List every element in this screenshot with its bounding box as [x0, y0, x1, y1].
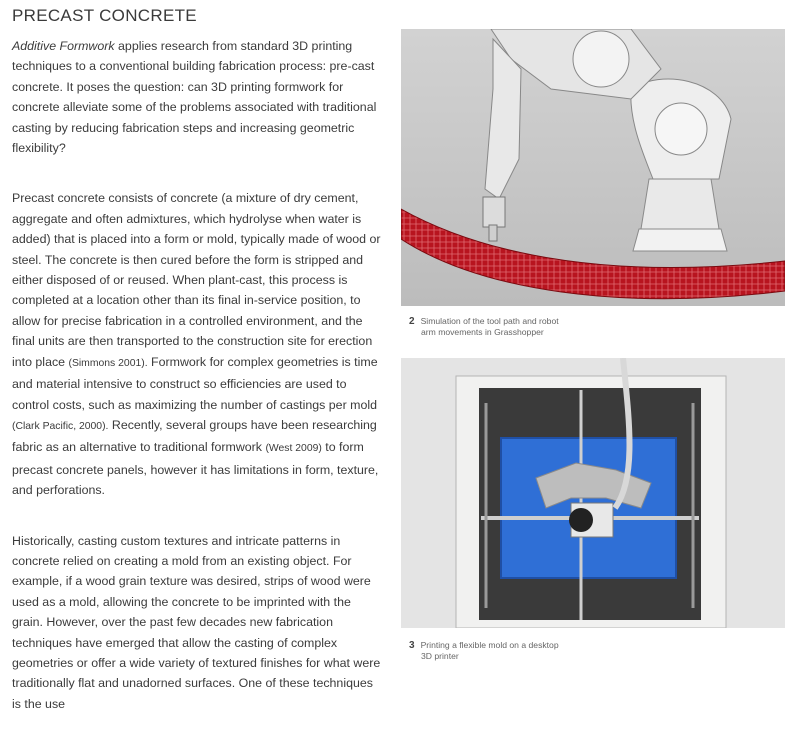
- paragraph-intro-text: applies research from standard 3D printing techniques to a conventional building fabrication process: pre-cast concrete. It poses the question: can 3D printing formwork for concrete alleviate some of the problems associated with traditional casting by reducing fabrication steps and increasing geometric flexibility?: [12, 39, 377, 156]
- figure-3d-printer: [401, 358, 785, 628]
- paragraph-precast: [12, 188, 384, 500]
- body-text-column: [12, 36, 384, 744]
- paragraph-precast-text-1: Precast concrete consists of concrete (a mixture of dry cement, aggregate and often admixtures, which hydrolyse when water is added) that is placed into a form or mold, typically made of wood or steel. The concrete is then cured before the form is stripped and either disposed of or reused. When plant-cast, this process is completed at a location other than its final in-service position, to allow for precise fabrication in a controlled environment, and the final units are then transported to the construction site for erection into place: [12, 191, 381, 369]
- figure-3-caption: [409, 640, 609, 662]
- paragraph-history: Historically, casting custom textures and intricate patterns in concrete relied on creating a mold from an existing object. For example, if a wood grain texture was desired, strips of wood were used as a mold, allowing the concrete to be imprinted with the grain. However, over the past few decades new fabrication techniques have emerged that allow the casting of complex geometries or offer a wide variety of textured finishes for what were traditionally flat and unadorned surfaces. One of these techniques is the use: [12, 533, 381, 711]
- figure-2-caption-line-1: Simulation of the tool path and robot: [420, 316, 559, 326]
- section-heading: PRECAST CONCRETE: [12, 6, 197, 25]
- robot-arm-render: [401, 29, 785, 306]
- citation-west: (West 2009): [265, 443, 322, 455]
- figure-robot-simulation: [401, 29, 785, 306]
- paragraph-precast-text-3: Recently, several groups have been researching fabric as an alternative to traditional formwork: [12, 417, 377, 455]
- paragraph-intro: [12, 36, 384, 158]
- citation-clark-pacific: (Clark Pacific, 2000).: [12, 420, 109, 432]
- paragraph-precast-text-2: Formwork for complex geometries is time and material intensive to construct so efficiencies are used to control costs, such as maximizing the number of castings per mold: [12, 354, 378, 412]
- figure-3-number: 3: [409, 640, 415, 651]
- paragraph-precast-text-4: to form precast concrete panels, however it has limitations in form, texture, and perforations.: [12, 440, 379, 498]
- figure-3-caption-line-2: 3D printer: [421, 651, 459, 661]
- printer-photo: [401, 358, 785, 628]
- figure-2-caption-line-2: arm movements in Grasshopper: [421, 327, 544, 337]
- figure-2-caption: [409, 316, 609, 338]
- figure-2-number: 2: [409, 316, 415, 327]
- figure-3-caption-line-1: Printing a flexible mold on a desktop: [420, 640, 559, 650]
- project-title: Additive Formwork: [12, 39, 115, 53]
- citation-simmons: (Simmons 2001).: [68, 357, 148, 369]
